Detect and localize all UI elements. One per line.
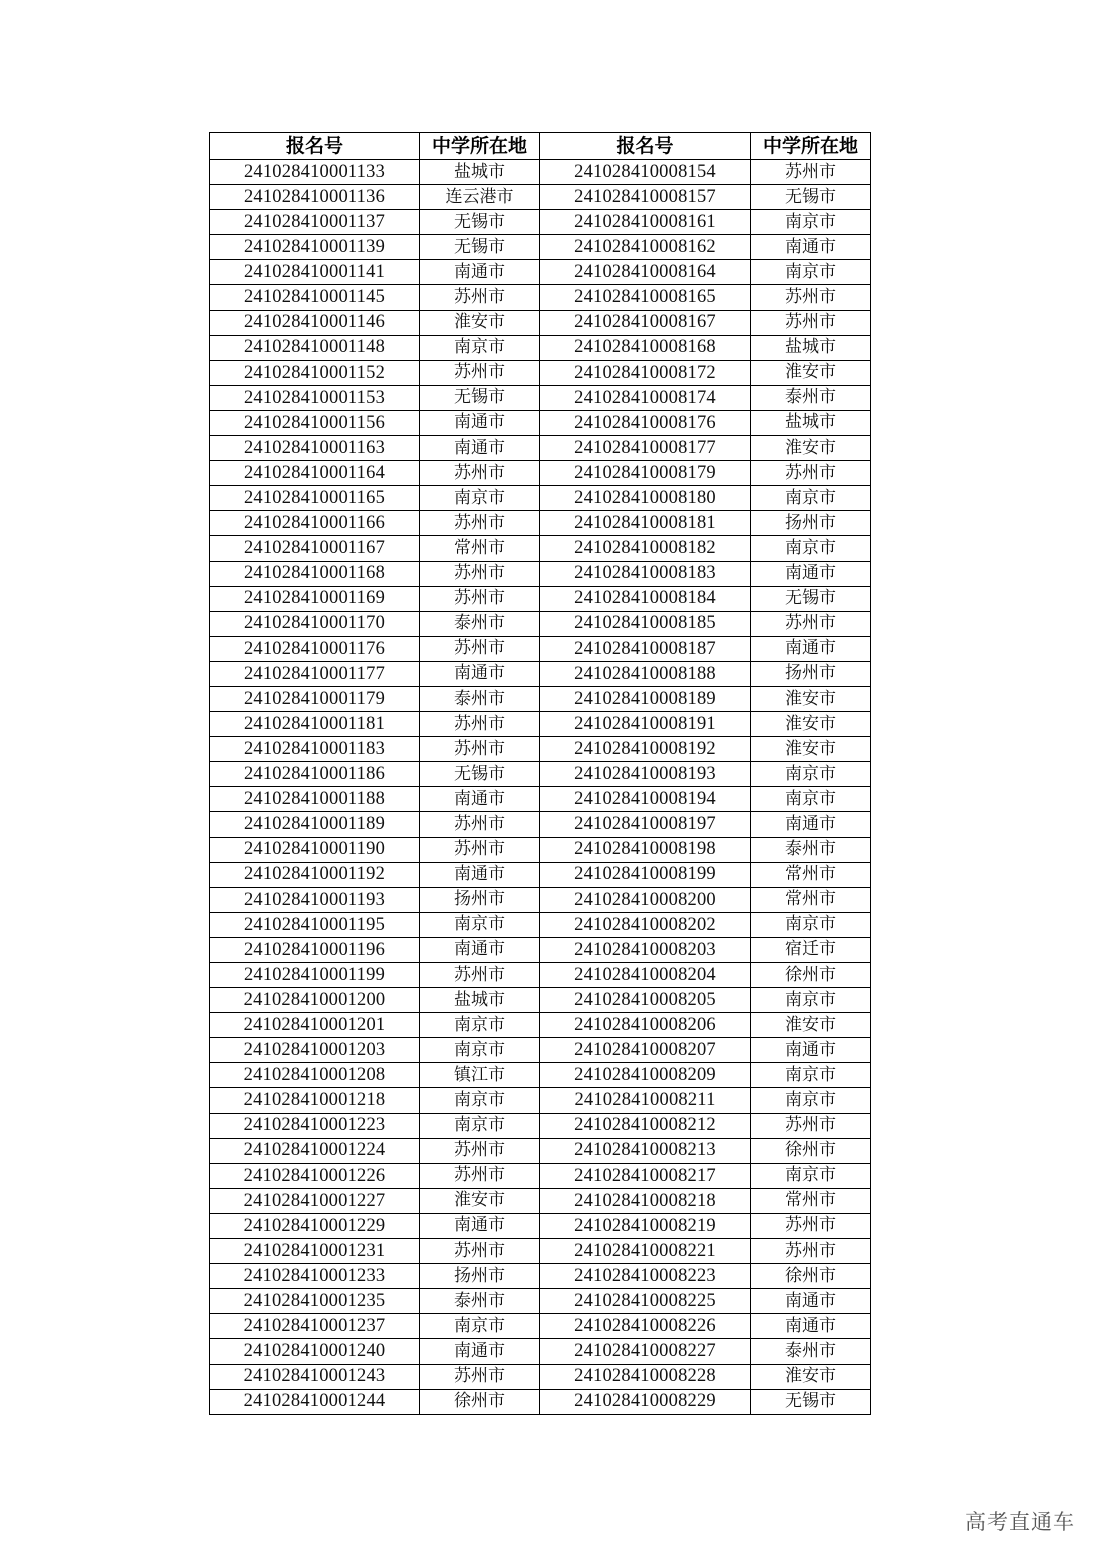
school-location-cell: 常州市 xyxy=(751,887,871,912)
school-location-cell: 泰州市 xyxy=(420,686,540,711)
registration-number-cell: 241028410001146 xyxy=(210,310,420,335)
table-header-row xyxy=(210,133,871,160)
school-location-cell: 无锡市 xyxy=(751,185,871,210)
registration-number-cell: 241028410001166 xyxy=(210,511,420,536)
school-location-cell: 南京市 xyxy=(751,1088,871,1113)
registration-number-cell: 241028410001190 xyxy=(210,837,420,862)
registration-number-cell: 241028410001240 xyxy=(210,1339,420,1364)
registration-number-cell: 241028410008226 xyxy=(540,1314,751,1339)
school-location-cell: 常州市 xyxy=(751,862,871,887)
school-location-cell: 苏州市 xyxy=(751,310,871,335)
school-location-cell: 无锡市 xyxy=(420,210,540,235)
registration-number-cell: 241028410001139 xyxy=(210,235,420,260)
table-row xyxy=(210,611,871,636)
table-row xyxy=(210,661,871,686)
school-location-cell: 南通市 xyxy=(751,1314,871,1339)
school-location-cell: 泰州市 xyxy=(420,1289,540,1314)
school-location-cell: 苏州市 xyxy=(420,586,540,611)
registration-number-cell: 241028410001229 xyxy=(210,1213,420,1238)
table-row xyxy=(210,285,871,310)
school-location-cell: 南京市 xyxy=(420,1314,540,1339)
table-row xyxy=(210,410,871,435)
school-location-cell: 南京市 xyxy=(420,1038,540,1063)
school-location-cell: 苏州市 xyxy=(751,611,871,636)
school-location-cell: 扬州市 xyxy=(751,511,871,536)
registration-number-cell: 241028410008179 xyxy=(540,461,751,486)
registration-number-cell: 241028410001201 xyxy=(210,1013,420,1038)
table-row xyxy=(210,1289,871,1314)
school-location-cell: 南通市 xyxy=(751,812,871,837)
table-row xyxy=(210,235,871,260)
table-row xyxy=(210,160,871,185)
registration-number-cell: 241028410001165 xyxy=(210,486,420,511)
school-location-cell: 南京市 xyxy=(420,486,540,511)
school-location-cell: 南京市 xyxy=(751,1163,871,1188)
school-location-cell: 南通市 xyxy=(751,1038,871,1063)
registration-number-cell: 241028410001227 xyxy=(210,1188,420,1213)
table-row xyxy=(210,486,871,511)
school-location-cell: 南通市 xyxy=(420,1213,540,1238)
registration-number-cell: 241028410008221 xyxy=(540,1239,751,1264)
table-row xyxy=(210,1038,871,1063)
registration-number-cell: 241028410001176 xyxy=(210,636,420,661)
registration-number-cell: 241028410001188 xyxy=(210,787,420,812)
table-row xyxy=(210,712,871,737)
registration-number-cell: 241028410008157 xyxy=(540,185,751,210)
registration-number-cell: 241028410001133 xyxy=(210,160,420,185)
registration-number-cell: 241028410008191 xyxy=(540,712,751,737)
table-row xyxy=(210,360,871,385)
registration-number-cell: 241028410001244 xyxy=(210,1389,420,1414)
table-row xyxy=(210,862,871,887)
registration-number-cell: 241028410001231 xyxy=(210,1239,420,1264)
school-location-cell: 南通市 xyxy=(751,636,871,661)
table-row xyxy=(210,586,871,611)
registration-number-cell: 241028410001196 xyxy=(210,937,420,962)
table-row xyxy=(210,561,871,586)
registration-number-cell: 241028410001189 xyxy=(210,812,420,837)
registration-number-cell: 241028410008204 xyxy=(540,963,751,988)
registration-number-cell: 241028410001163 xyxy=(210,436,420,461)
registration-number-cell: 241028410008228 xyxy=(540,1364,751,1389)
table-row xyxy=(210,737,871,762)
school-location-cell: 淮安市 xyxy=(751,712,871,737)
registration-number-cell: 241028410001141 xyxy=(210,260,420,285)
header-school-location-2: 中学所在地 xyxy=(751,133,871,160)
school-location-cell: 淮安市 xyxy=(751,1364,871,1389)
school-location-cell: 苏州市 xyxy=(420,511,540,536)
registration-number-cell: 241028410001235 xyxy=(210,1289,420,1314)
table-row xyxy=(210,1163,871,1188)
school-location-cell: 常州市 xyxy=(751,1188,871,1213)
registration-number-cell: 241028410008211 xyxy=(540,1088,751,1113)
school-location-cell: 徐州市 xyxy=(751,1264,871,1289)
registration-number-cell: 241028410001179 xyxy=(210,686,420,711)
registration-number-cell: 241028410008225 xyxy=(540,1289,751,1314)
registration-number-cell: 241028410001243 xyxy=(210,1364,420,1389)
school-location-cell: 淮安市 xyxy=(751,1013,871,1038)
school-location-cell: 南京市 xyxy=(751,912,871,937)
school-location-cell: 盐城市 xyxy=(420,988,540,1013)
school-location-cell: 淮安市 xyxy=(751,737,871,762)
table-row xyxy=(210,1314,871,1339)
registration-number-cell: 241028410001137 xyxy=(210,210,420,235)
table-row xyxy=(210,988,871,1013)
school-location-cell: 常州市 xyxy=(420,536,540,561)
table-row xyxy=(210,185,871,210)
school-location-cell: 淮安市 xyxy=(751,360,871,385)
registration-number-cell: 241028410008187 xyxy=(540,636,751,661)
registration-number-cell: 241028410008192 xyxy=(540,737,751,762)
registration-number-cell: 241028410008162 xyxy=(540,235,751,260)
registration-number-cell: 241028410001186 xyxy=(210,762,420,787)
registration-number-cell: 241028410008213 xyxy=(540,1138,751,1163)
table-row xyxy=(210,436,871,461)
school-location-cell: 南通市 xyxy=(420,661,540,686)
table-row xyxy=(210,912,871,937)
header-school-location-1: 中学所在地 xyxy=(420,133,540,160)
school-location-cell: 无锡市 xyxy=(420,235,540,260)
registration-number-cell: 241028410008185 xyxy=(540,611,751,636)
school-location-cell: 南通市 xyxy=(420,937,540,962)
registration-number-cell: 241028410008180 xyxy=(540,486,751,511)
school-location-cell: 苏州市 xyxy=(751,1113,871,1138)
table-row xyxy=(210,511,871,536)
table-row xyxy=(210,1339,871,1364)
school-location-cell: 苏州市 xyxy=(420,1163,540,1188)
registration-number-cell: 241028410008229 xyxy=(540,1389,751,1414)
registration-number-cell: 241028410001223 xyxy=(210,1113,420,1138)
school-location-cell: 南京市 xyxy=(420,912,540,937)
table-row xyxy=(210,335,871,360)
table-row xyxy=(210,1138,871,1163)
registration-number-cell: 241028410008205 xyxy=(540,988,751,1013)
table-row xyxy=(210,1013,871,1038)
school-location-cell: 盐城市 xyxy=(420,160,540,185)
registration-number-cell: 241028410001153 xyxy=(210,385,420,410)
school-location-cell: 苏州市 xyxy=(751,160,871,185)
school-location-cell: 南通市 xyxy=(420,436,540,461)
registration-number-cell: 241028410008212 xyxy=(540,1113,751,1138)
school-location-cell: 连云港市 xyxy=(420,185,540,210)
registration-number-cell: 241028410001145 xyxy=(210,285,420,310)
header-registration-number-1: 报名号 xyxy=(210,133,420,160)
registration-number-cell: 241028410008184 xyxy=(540,586,751,611)
school-location-cell: 泰州市 xyxy=(751,1339,871,1364)
school-location-cell: 苏州市 xyxy=(420,712,540,737)
registration-number-cell: 241028410008227 xyxy=(540,1339,751,1364)
school-location-cell: 南通市 xyxy=(420,1339,540,1364)
table-row xyxy=(210,1264,871,1289)
school-location-cell: 南通市 xyxy=(420,410,540,435)
registration-number-cell: 241028410008193 xyxy=(540,762,751,787)
school-location-cell: 徐州市 xyxy=(751,963,871,988)
table-row xyxy=(210,1364,871,1389)
registration-number-cell: 241028410001177 xyxy=(210,661,420,686)
school-location-cell: 南通市 xyxy=(751,235,871,260)
school-location-cell: 南京市 xyxy=(420,335,540,360)
school-location-cell: 扬州市 xyxy=(751,661,871,686)
table-row xyxy=(210,787,871,812)
admission-list-table xyxy=(209,132,871,1415)
school-location-cell: 南通市 xyxy=(751,561,871,586)
table-row xyxy=(210,1063,871,1088)
table-row xyxy=(210,536,871,561)
registration-number-cell: 241028410008176 xyxy=(540,410,751,435)
registration-number-cell: 241028410001200 xyxy=(210,988,420,1013)
school-location-cell: 苏州市 xyxy=(420,812,540,837)
school-location-cell: 南京市 xyxy=(751,988,871,1013)
table-row xyxy=(210,461,871,486)
registration-number-cell: 241028410008209 xyxy=(540,1063,751,1088)
registration-number-cell: 241028410008164 xyxy=(540,260,751,285)
registration-number-cell: 241028410008198 xyxy=(540,837,751,862)
registration-number-cell: 241028410001208 xyxy=(210,1063,420,1088)
school-location-cell: 泰州市 xyxy=(420,611,540,636)
school-location-cell: 南京市 xyxy=(751,536,871,561)
watermark: 高考直通车 xyxy=(965,1510,1075,1534)
table-row xyxy=(210,837,871,862)
registration-number-cell: 241028410008174 xyxy=(540,385,751,410)
school-location-cell: 南京市 xyxy=(420,1013,540,1038)
school-location-cell: 苏州市 xyxy=(751,1239,871,1264)
registration-number-cell: 241028410008172 xyxy=(540,360,751,385)
school-location-cell: 苏州市 xyxy=(420,837,540,862)
registration-number-cell: 241028410001193 xyxy=(210,887,420,912)
school-location-cell: 徐州市 xyxy=(420,1389,540,1414)
school-location-cell: 宿迁市 xyxy=(751,937,871,962)
registration-number-cell: 241028410001156 xyxy=(210,410,420,435)
school-location-cell: 南京市 xyxy=(751,1063,871,1088)
registration-number-cell: 241028410008182 xyxy=(540,536,751,561)
registration-number-cell: 241028410001237 xyxy=(210,1314,420,1339)
school-location-cell: 南京市 xyxy=(420,1088,540,1113)
table-row xyxy=(210,887,871,912)
table-row xyxy=(210,1113,871,1138)
header-registration-number-2: 报名号 xyxy=(540,133,751,160)
registration-number-cell: 241028410001203 xyxy=(210,1038,420,1063)
registration-number-cell: 241028410008177 xyxy=(540,436,751,461)
registration-number-cell: 241028410008197 xyxy=(540,812,751,837)
school-location-cell: 镇江市 xyxy=(420,1063,540,1088)
school-location-cell: 南通市 xyxy=(751,1289,871,1314)
school-location-cell: 苏州市 xyxy=(751,285,871,310)
registration-number-cell: 241028410001192 xyxy=(210,862,420,887)
school-location-cell: 盐城市 xyxy=(751,410,871,435)
school-location-cell: 扬州市 xyxy=(420,1264,540,1289)
table-row xyxy=(210,636,871,661)
registration-number-cell: 241028410008219 xyxy=(540,1213,751,1238)
registration-number-cell: 241028410008154 xyxy=(540,160,751,185)
school-location-cell: 南京市 xyxy=(751,762,871,787)
registration-number-cell: 241028410001183 xyxy=(210,737,420,762)
table-row xyxy=(210,1188,871,1213)
school-location-cell: 泰州市 xyxy=(751,837,871,862)
table-body xyxy=(210,160,871,1415)
table-row xyxy=(210,762,871,787)
registration-number-cell: 241028410001168 xyxy=(210,561,420,586)
school-location-cell: 苏州市 xyxy=(420,737,540,762)
table-row xyxy=(210,1088,871,1113)
registration-number-cell: 241028410008183 xyxy=(540,561,751,586)
school-location-cell: 南通市 xyxy=(420,787,540,812)
school-location-cell: 泰州市 xyxy=(751,385,871,410)
school-location-cell: 苏州市 xyxy=(420,1239,540,1264)
table-row xyxy=(210,686,871,711)
school-location-cell: 苏州市 xyxy=(420,1364,540,1389)
registration-number-cell: 241028410001169 xyxy=(210,586,420,611)
school-location-cell: 无锡市 xyxy=(751,1389,871,1414)
school-location-cell: 淮安市 xyxy=(751,686,871,711)
table-row xyxy=(210,1213,871,1238)
registration-number-cell: 241028410001195 xyxy=(210,912,420,937)
registration-number-cell: 241028410008203 xyxy=(540,937,751,962)
school-location-cell: 无锡市 xyxy=(420,385,540,410)
registration-number-cell: 241028410008202 xyxy=(540,912,751,937)
registration-number-cell: 241028410008161 xyxy=(540,210,751,235)
school-location-cell: 苏州市 xyxy=(420,285,540,310)
registration-number-cell: 241028410001164 xyxy=(210,461,420,486)
registration-number-cell: 241028410001167 xyxy=(210,536,420,561)
registration-number-cell: 241028410008181 xyxy=(540,511,751,536)
school-location-cell: 淮安市 xyxy=(420,310,540,335)
registration-number-cell: 241028410008189 xyxy=(540,686,751,711)
registration-number-cell: 241028410008223 xyxy=(540,1264,751,1289)
school-location-cell: 苏州市 xyxy=(751,461,871,486)
table-row xyxy=(210,937,871,962)
registration-number-cell: 241028410001226 xyxy=(210,1163,420,1188)
school-location-cell: 南京市 xyxy=(751,260,871,285)
school-location-cell: 苏州市 xyxy=(751,1213,871,1238)
table-row xyxy=(210,260,871,285)
school-location-cell: 无锡市 xyxy=(751,586,871,611)
registration-number-cell: 241028410008168 xyxy=(540,335,751,360)
school-location-cell: 苏州市 xyxy=(420,360,540,385)
registration-number-cell: 241028410001199 xyxy=(210,963,420,988)
registration-number-cell: 241028410008167 xyxy=(540,310,751,335)
table-row xyxy=(210,310,871,335)
registration-number-cell: 241028410001181 xyxy=(210,712,420,737)
school-location-cell: 苏州市 xyxy=(420,461,540,486)
table-row xyxy=(210,1389,871,1414)
registration-number-cell: 241028410008217 xyxy=(540,1163,751,1188)
registration-number-cell: 241028410008194 xyxy=(540,787,751,812)
school-location-cell: 南京市 xyxy=(751,787,871,812)
registration-number-cell: 241028410001233 xyxy=(210,1264,420,1289)
table-row xyxy=(210,1239,871,1264)
registration-number-cell: 241028410008200 xyxy=(540,887,751,912)
school-location-cell: 苏州市 xyxy=(420,963,540,988)
table-row xyxy=(210,385,871,410)
registration-number-cell: 241028410001224 xyxy=(210,1138,420,1163)
school-location-cell: 南通市 xyxy=(420,862,540,887)
registration-number-cell: 241028410008188 xyxy=(540,661,751,686)
registration-number-cell: 241028410001136 xyxy=(210,185,420,210)
registration-number-cell: 241028410008218 xyxy=(540,1188,751,1213)
registration-number-cell: 241028410001148 xyxy=(210,335,420,360)
school-location-cell: 南京市 xyxy=(420,1113,540,1138)
school-location-cell: 苏州市 xyxy=(420,1138,540,1163)
registration-number-cell: 241028410008207 xyxy=(540,1038,751,1063)
school-location-cell: 无锡市 xyxy=(420,762,540,787)
school-location-cell: 苏州市 xyxy=(420,636,540,661)
registration-number-cell: 241028410008199 xyxy=(540,862,751,887)
school-location-cell: 南通市 xyxy=(420,260,540,285)
table-row xyxy=(210,812,871,837)
school-location-cell: 南京市 xyxy=(751,486,871,511)
school-location-cell: 盐城市 xyxy=(751,335,871,360)
school-location-cell: 南京市 xyxy=(751,210,871,235)
registration-number-cell: 241028410008206 xyxy=(540,1013,751,1038)
registration-number-cell: 241028410008165 xyxy=(540,285,751,310)
registration-number-cell: 241028410001218 xyxy=(210,1088,420,1113)
registration-number-cell: 241028410001152 xyxy=(210,360,420,385)
registration-number-cell: 241028410001170 xyxy=(210,611,420,636)
school-location-cell: 淮安市 xyxy=(751,436,871,461)
table-row xyxy=(210,210,871,235)
school-location-cell: 扬州市 xyxy=(420,887,540,912)
table-row xyxy=(210,963,871,988)
school-location-cell: 苏州市 xyxy=(420,561,540,586)
school-location-cell: 淮安市 xyxy=(420,1188,540,1213)
school-location-cell: 徐州市 xyxy=(751,1138,871,1163)
